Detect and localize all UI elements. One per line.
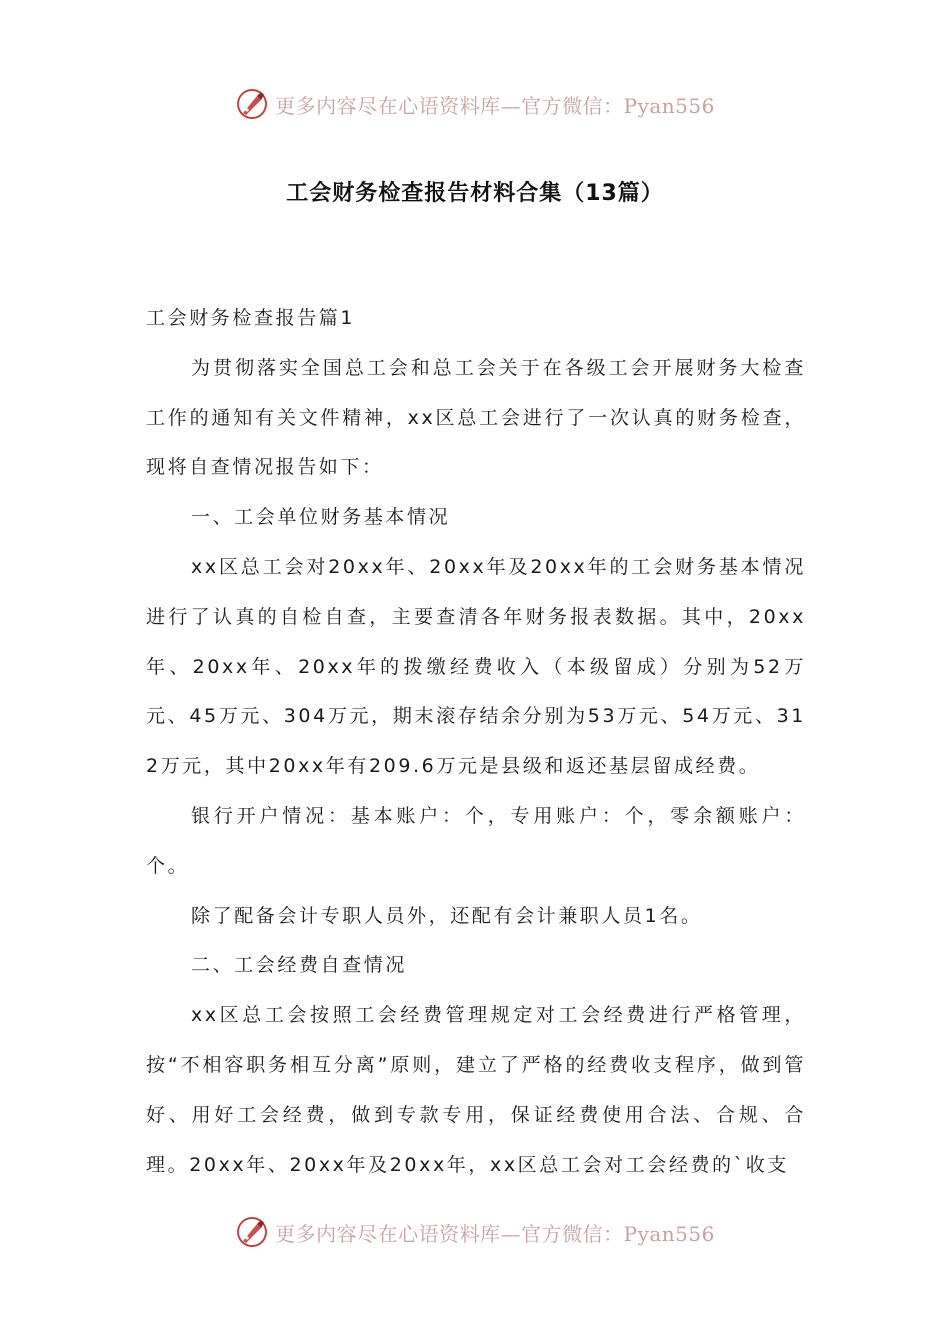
banner-text: 更多内容尽在心语资料库—官方微信：Pyan556 bbox=[275, 93, 715, 118]
banner-text: 更多内容尽在心语资料库—官方微信：Pyan556 bbox=[275, 1221, 715, 1246]
pen-nib-logo-icon bbox=[235, 1215, 269, 1249]
footer-watermark-banner bbox=[0, 1210, 950, 1254]
subheading: 二、工会经费自查情况 bbox=[191, 954, 408, 977]
document-body bbox=[146, 294, 806, 1190]
pen-nib-logo-icon bbox=[235, 87, 269, 121]
paragraph: xx区总工会对20xx年、20xx年及20xx年的工会财务基本情况进行了认真的自检自查，主要查清各年财务报表数据。其中，20xx年、20xx年、20xx年的拨缴经费收入（本级留成）分别为52万元、45万元、304万元，期末滚存结余分别为53万元、54万元、312万元，其中20xx年有209.6万元是县级和返还基层留成经费。 bbox=[146, 555, 806, 778]
paragraph: 除了配备会计专职人员外，还配有会计兼职人员1名。 bbox=[191, 904, 703, 927]
paragraph: xx区总工会按照工会经费管理规定对工会经费进行严格管理，按“不相容职务相互分离”原则，建立了严格的经费收支程序，做到管好、用好工会经费，做到专款专用，保证经费使用合法、合规、合理。20xx年、20xx年及20xx年，xx区总工会对工会经费的`收支 bbox=[146, 1004, 806, 1176]
subheading: 一、工会单位财务基本情况 bbox=[191, 506, 451, 529]
document-title: 工会财务检查报告材料合集（13篇） bbox=[286, 181, 664, 206]
paragraph: 为贯彻落实全国总工会和总工会关于在各级工会开展财务大检查工作的通知有关文件精神，xx区总工会进行了一次认真的财务检查，现将自查情况报告如下： bbox=[146, 356, 806, 479]
section-heading: 工会财务检查报告篇1 bbox=[146, 307, 356, 329]
paragraph: 银行开户情况：基本账户：个，专用账户：个，零余额账户：个。 bbox=[146, 804, 806, 877]
header-watermark-banner bbox=[0, 82, 950, 126]
